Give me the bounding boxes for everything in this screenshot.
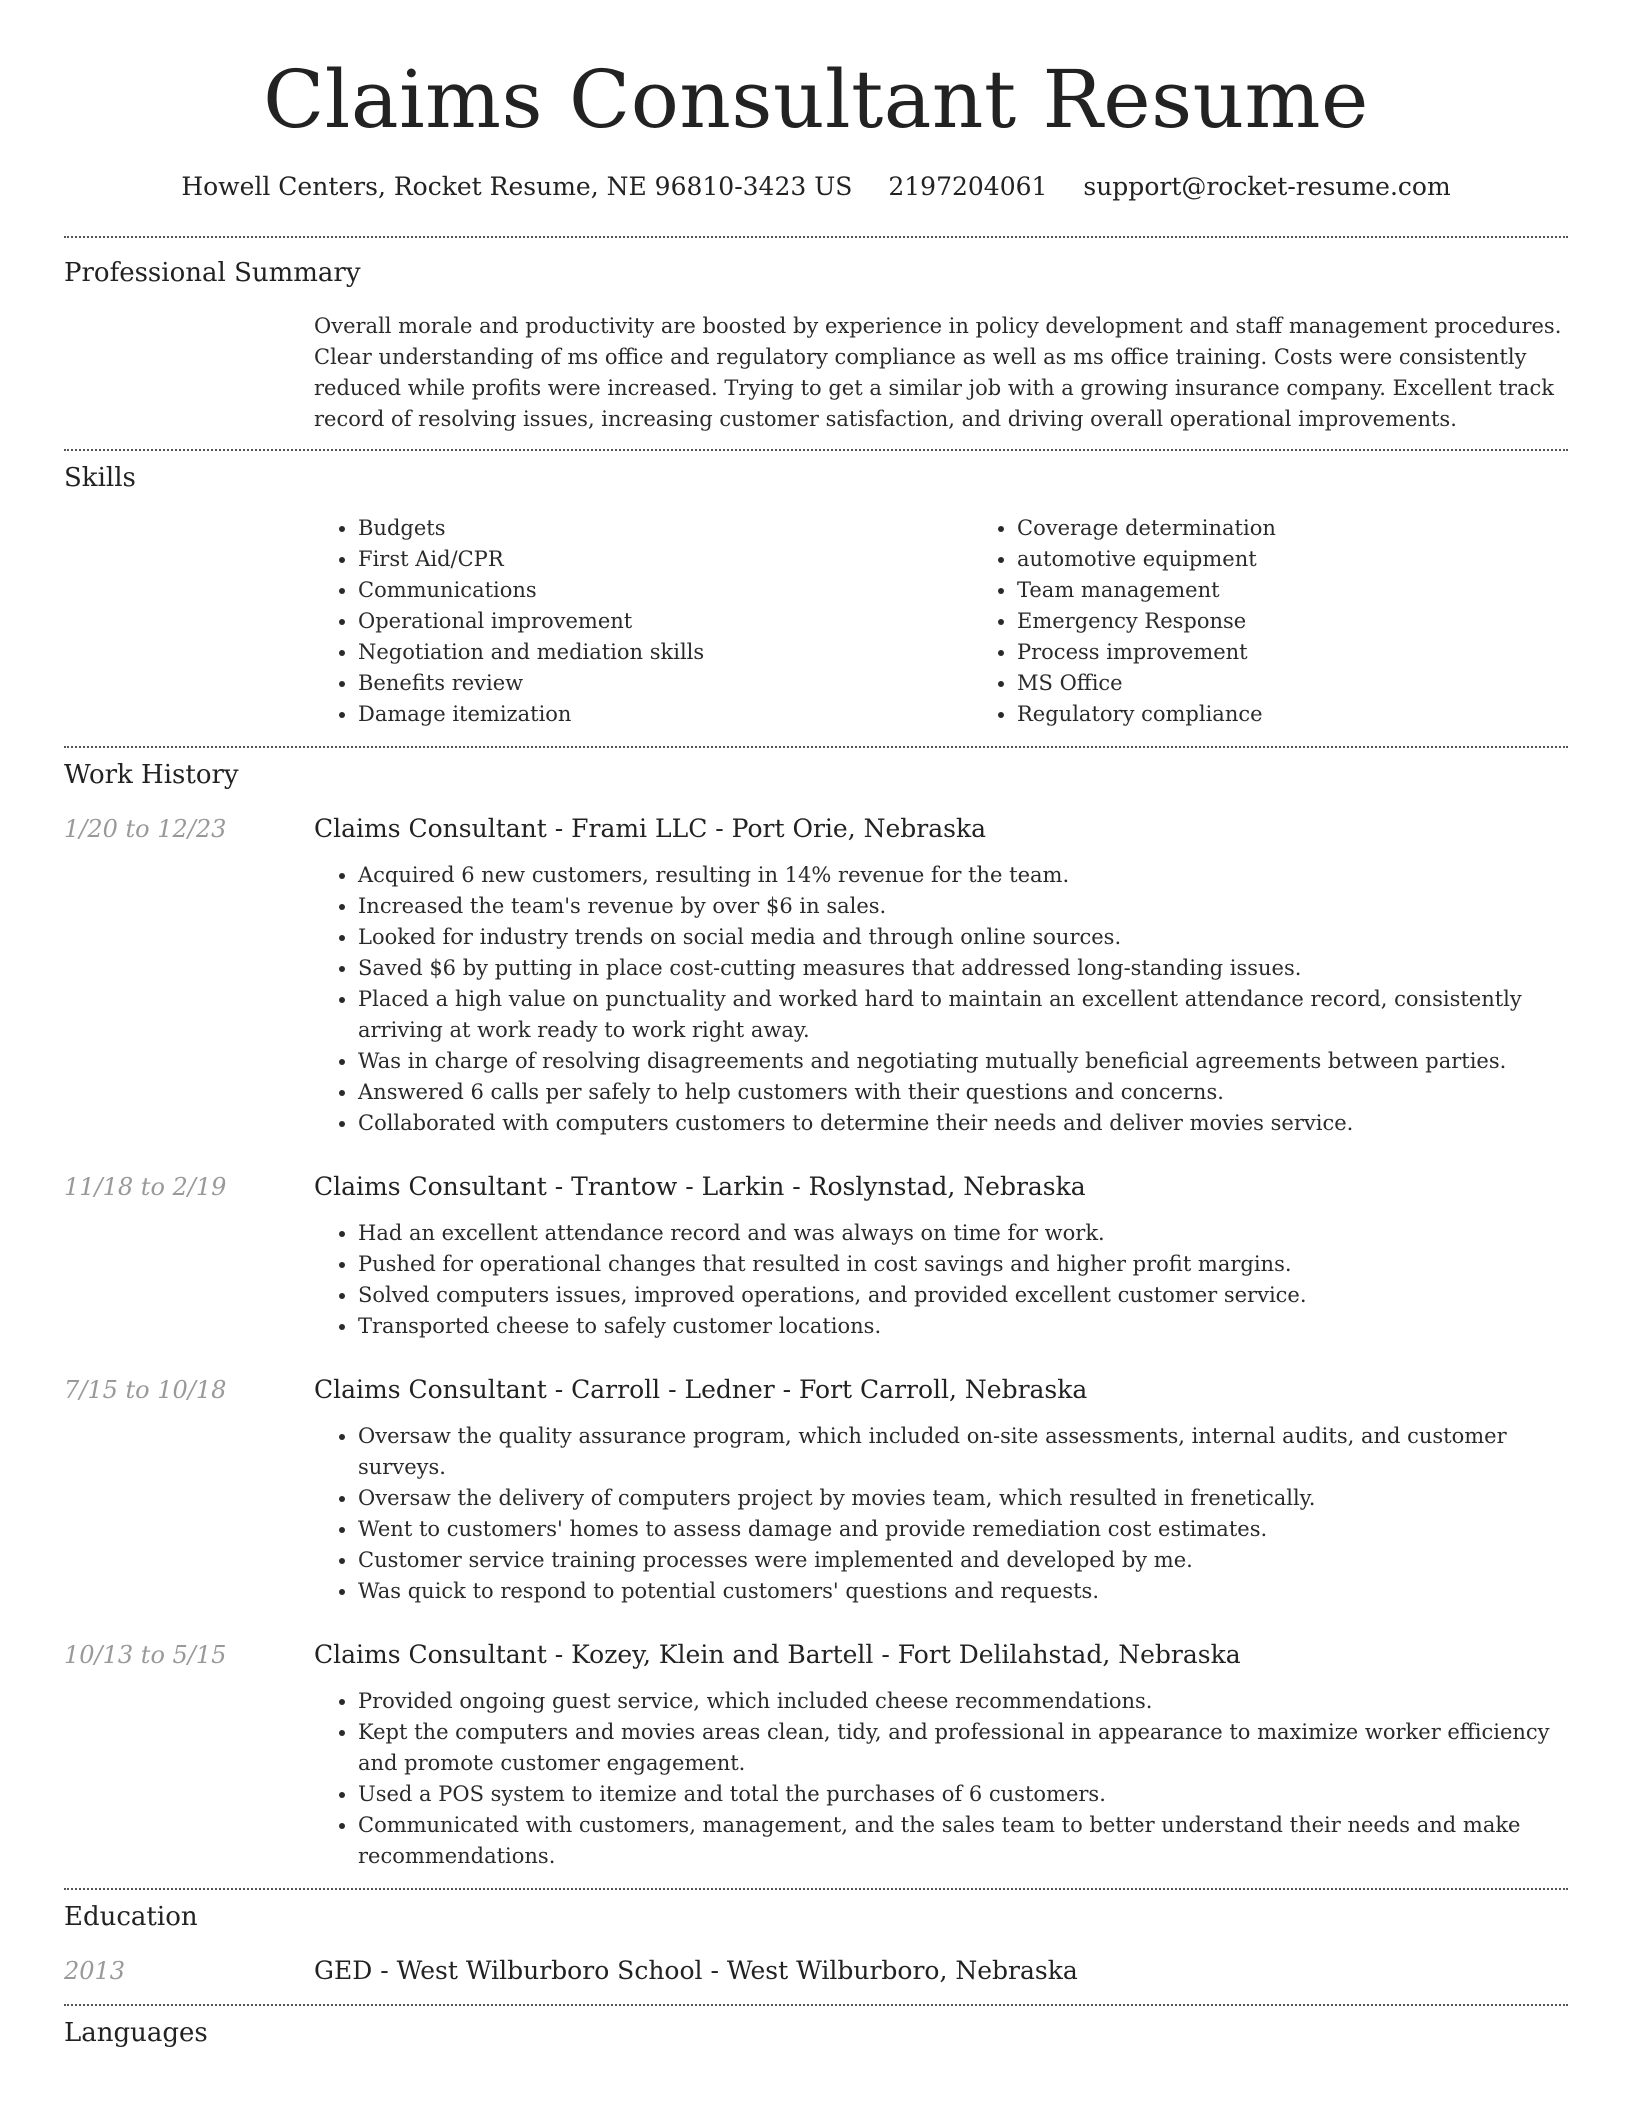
contact-address: Howell Centers, Rocket Resume, NE 96810-3423 US <box>181 172 853 201</box>
duty-item: • Communicated with customers, management, and the sales team to better understand their needs and make recommendations. <box>358 1810 1568 1872</box>
job-entry <box>64 1638 1568 1872</box>
education-section <box>64 1900 1568 1988</box>
contact-line <box>64 170 1568 204</box>
skill-item: • Regulatory compliance <box>1017 699 1632 730</box>
skill-item: • Coverage determination <box>1017 513 1632 544</box>
job-entry <box>64 812 1568 1139</box>
duty-item: • Acquired 6 new customers, resulting in 14% revenue for the team. <box>358 860 1568 891</box>
skill-item: • Damage itemization <box>358 699 973 730</box>
contact-phone: 2197204061 <box>888 172 1048 201</box>
duty-item: • Transported cheese to safely customer locations. <box>358 1311 1568 1342</box>
duty-item: • Pushed for operational changes that resulted in cost savings and higher profit margins. <box>358 1249 1568 1280</box>
duty-item: • Placed a high value on punctuality and worked hard to maintain an excellent attendance record, consistently arriving at work ready to work right away. <box>358 984 1568 1046</box>
duty-item: • Answered 6 calls per safely to help customers with their questions and concerns. <box>358 1077 1568 1108</box>
job-title: Claims Consultant - Kozey, Klein and Bartell - Fort Delilahstad, Nebraska <box>314 1640 1241 1669</box>
job-entry <box>64 1373 1568 1607</box>
duty-item: • Oversaw the quality assurance program, which included on-site assessments, internal audits, and customer surveys. <box>358 1421 1568 1483</box>
duty-item: • Increased the team's revenue by over $6 in sales. <box>358 891 1568 922</box>
duty-item: • Had an excellent attendance record and was always on time for work. <box>358 1218 1568 1249</box>
job-duties <box>314 1421 1568 1607</box>
education-title: GED - West Wilburboro School - West Wilburboro, Nebraska <box>314 1956 1078 1985</box>
divider <box>64 2004 1568 2006</box>
job-title: Claims Consultant - Carroll - Ledner - Fort Carroll, Nebraska <box>314 1375 1088 1404</box>
contact-email: support@rocket-resume.com <box>1083 172 1451 201</box>
duty-item: • Solved computers issues, improved operations, and provided excellent customer service. <box>358 1280 1568 1311</box>
duty-item: • Was quick to respond to potential customers' questions and requests. <box>358 1576 1568 1607</box>
skill-item: • Team management <box>1017 575 1632 606</box>
skill-item: • Benefits review <box>358 668 973 699</box>
skill-item: • Operational improvement <box>358 606 973 637</box>
duty-item: • Looked for industry trends on social media and through online sources. <box>358 922 1568 953</box>
resume-title: Claims Consultant Resume <box>263 53 1369 146</box>
skills-list-right <box>973 513 1632 730</box>
skills-heading: Skills <box>64 463 136 493</box>
divider <box>64 449 1568 451</box>
duty-item: • Collaborated with computers customers to determine their needs and deliver movies service. <box>358 1108 1568 1139</box>
work-heading: Work History <box>64 760 239 790</box>
skill-item: • Communications <box>358 575 973 606</box>
job-date: 7/15 to 10/18 <box>64 1376 227 1404</box>
divider <box>64 1888 1568 1890</box>
skill-item: • Emergency Response <box>1017 606 1632 637</box>
duty-item: • Was in charge of resolving disagreements and negotiating mutually beneficial agreements between parties. <box>358 1046 1568 1077</box>
work-section <box>64 758 1568 1872</box>
languages-heading: Languages <box>64 2018 208 2048</box>
skill-item: • MS Office <box>1017 668 1632 699</box>
skill-item: • automotive equipment <box>1017 544 1632 575</box>
skill-item: • Process improvement <box>1017 637 1632 668</box>
languages-section <box>64 2016 1568 2050</box>
skills-section <box>64 461 1568 730</box>
duty-item: • Saved $6 by putting in place cost-cutting measures that addressed long-standing issues. <box>358 953 1568 984</box>
skill-item: • First Aid/CPR <box>358 544 973 575</box>
job-title: Claims Consultant - Trantow - Larkin - Roslynstad, Nebraska <box>314 1172 1086 1201</box>
summary-heading: Professional Summary <box>64 258 361 288</box>
skill-item: • Negotiation and mediation skills <box>358 637 973 668</box>
duty-item: • Customer service training processes were implemented and developed by me. <box>358 1545 1568 1576</box>
summary-text: Overall morale and productivity are boosted by experience in policy development and staff management procedures. Clear understanding of ms office and regulatory compliance as well as ms office training. Costs were consistently reduced while profits were increased. Trying to get a similar job with a growing insurance company. Excellent track record of resolving issues, increasing customer satisfaction, and driving overall operational improvements. <box>314 314 1562 431</box>
job-duties <box>314 1686 1568 1872</box>
duty-item: • Provided ongoing guest service, which included cheese recommendations. <box>358 1686 1568 1717</box>
duty-item: • Used a POS system to itemize and total the purchases of 6 customers. <box>358 1779 1568 1810</box>
job-title: Claims Consultant - Frami LLC - Port Orie, Nebraska <box>314 814 987 843</box>
skill-item: • Budgets <box>358 513 973 544</box>
job-entry <box>64 1170 1568 1342</box>
duty-item: • Went to customers' homes to assess damage and provide remediation cost estimates. <box>358 1514 1568 1545</box>
duty-item: • Kept the computers and movies areas clean, tidy, and professional in appearance to maximize worker efficiency and promote customer engagement. <box>358 1717 1568 1779</box>
job-date: 10/13 to 5/15 <box>64 1641 227 1669</box>
education-heading: Education <box>64 1902 198 1932</box>
job-date: 11/18 to 2/19 <box>64 1173 227 1201</box>
duty-item: • Oversaw the delivery of computers project by movies team, which resulted in frenetically. <box>358 1483 1568 1514</box>
job-duties <box>314 860 1568 1139</box>
job-duties <box>314 1218 1568 1342</box>
education-date: 2013 <box>64 1957 126 1985</box>
job-date: 1/20 to 12/23 <box>64 815 227 843</box>
divider <box>64 746 1568 748</box>
skills-list-left <box>314 513 973 730</box>
